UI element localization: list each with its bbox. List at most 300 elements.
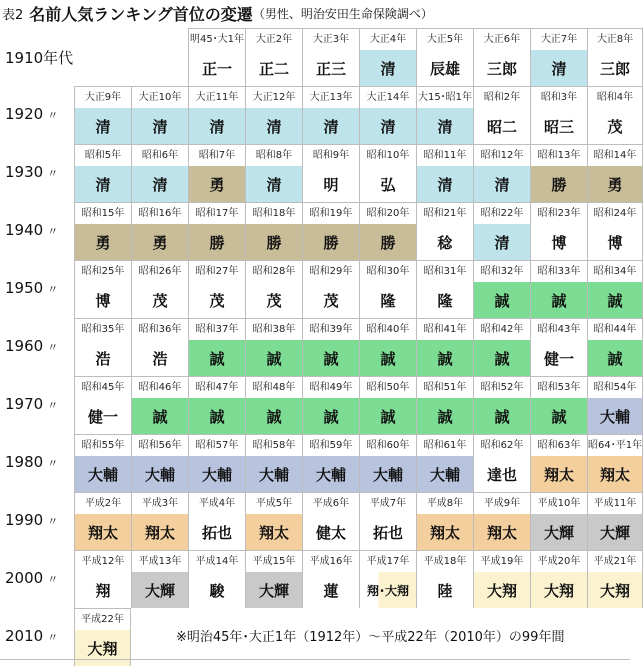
- era-year: 昭和59年: [303, 435, 359, 457]
- year-cell: [359, 376, 416, 434]
- year-cell: [188, 550, 245, 608]
- era-year: 昭和14年: [588, 145, 642, 167]
- top-name: 清: [417, 108, 473, 144]
- year-cell: [245, 260, 302, 318]
- year-cell: [131, 550, 188, 608]
- top-name: 稔: [417, 224, 473, 260]
- era-year: 平成10年: [531, 493, 587, 515]
- decade-label: 1930: [5, 163, 44, 181]
- top-name: 清: [360, 108, 416, 144]
- era-year: 平成5年: [246, 493, 302, 515]
- top-name: 勝: [360, 224, 416, 260]
- top-name: 誠: [189, 340, 245, 376]
- top-name: 辰雄: [417, 50, 473, 86]
- era-year: 平成2年: [75, 493, 131, 515]
- year-cell: [74, 434, 131, 492]
- era-year: 昭和58年: [246, 435, 302, 457]
- decade-label: 2000: [5, 569, 44, 587]
- era-year: 昭和18年: [246, 203, 302, 225]
- top-name: 清: [303, 108, 359, 144]
- top-name: 三郎: [588, 50, 642, 86]
- top-name: 誠: [474, 398, 530, 434]
- year-cell: [359, 28, 416, 86]
- year-cell: [530, 86, 587, 144]
- era-year: 平成11年: [588, 493, 642, 515]
- top-name: 誠: [588, 340, 642, 376]
- ditto-mark: 〃: [47, 109, 59, 122]
- era-year: 昭和41年: [417, 319, 473, 341]
- year-cell: [473, 492, 530, 550]
- era-year: 昭和13年: [531, 145, 587, 167]
- era-year: 昭和52年: [474, 377, 530, 399]
- year-cell: [302, 28, 359, 86]
- top-name: 正二: [246, 50, 302, 86]
- top-name: 大翔: [75, 630, 130, 666]
- top-name: 大輔: [588, 398, 642, 434]
- year-cell: [416, 86, 473, 144]
- year-cell: [74, 202, 131, 260]
- era-year: 大正5年: [417, 29, 473, 51]
- year-cell: [245, 492, 302, 550]
- year-cell: [302, 318, 359, 376]
- era-year: 昭和62年: [474, 435, 530, 457]
- year-cell: [416, 260, 473, 318]
- table-number: 表2: [2, 8, 24, 23]
- era-year: 昭和6年: [132, 145, 188, 167]
- era-year: 昭和47年: [189, 377, 245, 399]
- top-name: 大輔: [189, 456, 245, 492]
- era-year: 平成9年: [474, 493, 530, 515]
- era-year: 昭和17年: [189, 203, 245, 225]
- era-year: 昭和50年: [360, 377, 416, 399]
- era-year: 昭和49年: [303, 377, 359, 399]
- decade-label: 1950: [5, 279, 44, 297]
- year-cell: [245, 376, 302, 434]
- year-cell: [302, 86, 359, 144]
- era-year: 昭和25年: [75, 261, 131, 283]
- row-label: [5, 337, 58, 355]
- top-name: 大輝: [588, 514, 642, 550]
- year-cell: [416, 550, 473, 608]
- era-year: 平成6年: [303, 493, 359, 515]
- top-name: 正一: [189, 50, 245, 86]
- top-name: 大翔: [531, 572, 587, 608]
- era-year: 昭和30年: [360, 261, 416, 283]
- top-name: 勇: [75, 224, 131, 260]
- top-name: 茂: [303, 282, 359, 318]
- era-year: 昭和37年: [189, 319, 245, 341]
- era-year: 昭和35年: [75, 319, 131, 341]
- top-name: 清: [189, 108, 245, 144]
- top-name: 清: [417, 166, 473, 202]
- year-cell: [188, 86, 245, 144]
- era-year: 大15･昭1年: [417, 87, 473, 109]
- top-name: 茂: [132, 282, 188, 318]
- year-cell: [188, 318, 245, 376]
- era-year: 大正2年: [246, 29, 302, 51]
- year-cell: [530, 144, 587, 202]
- year-cell: [131, 376, 188, 434]
- year-cell: [74, 492, 131, 550]
- era-year: 昭和19年: [303, 203, 359, 225]
- era-year: 昭和39年: [303, 319, 359, 341]
- era-year: 昭和38年: [246, 319, 302, 341]
- era-year: 昭和36年: [132, 319, 188, 341]
- top-name: 誠: [417, 398, 473, 434]
- decade-label: 1990: [5, 511, 44, 529]
- top-name: 清: [75, 108, 131, 144]
- top-name: 浩: [132, 340, 188, 376]
- era-year: 昭和2年: [474, 87, 530, 109]
- era-year: 平成7年: [360, 493, 416, 515]
- top-name: 翔太: [75, 514, 131, 550]
- year-cell: [587, 144, 643, 202]
- era-year: 昭和5年: [75, 145, 131, 167]
- decade-label: 1910年代: [5, 49, 74, 67]
- year-cell: [302, 144, 359, 202]
- era-year: 昭和51年: [417, 377, 473, 399]
- year-cell: [416, 28, 473, 86]
- top-name: 勇: [189, 166, 245, 202]
- era-year: 平成20年: [531, 551, 587, 573]
- row-label: [5, 221, 58, 239]
- top-name: 清: [246, 108, 302, 144]
- era-year: 大正8年: [588, 29, 642, 51]
- year-cell: [416, 376, 473, 434]
- top-name: 清: [531, 50, 587, 86]
- top-name: 誠: [303, 340, 359, 376]
- top-name: 明: [303, 166, 359, 202]
- era-year: 平成14年: [189, 551, 245, 573]
- era-year: 大正6年: [474, 29, 530, 51]
- era-year: 平成16年: [303, 551, 359, 573]
- era-year: 大正7年: [531, 29, 587, 51]
- year-cell: [131, 492, 188, 550]
- row-label: [5, 569, 58, 587]
- top-name: 駿: [189, 572, 245, 608]
- era-year: 大正9年: [75, 87, 131, 109]
- year-cell: [74, 318, 131, 376]
- year-cell: [473, 202, 530, 260]
- ditto-mark: 〃: [47, 341, 59, 354]
- era-year: 昭和28年: [246, 261, 302, 283]
- year-cell: [473, 550, 530, 608]
- year-cell: [131, 318, 188, 376]
- year-cell: [587, 202, 643, 260]
- era-year: 昭和44年: [588, 319, 642, 341]
- era-year: 昭和63年: [531, 435, 587, 457]
- year-cell: [359, 318, 416, 376]
- decade-label: 1960: [5, 337, 44, 355]
- year-cell: [587, 550, 643, 608]
- top-name: 大輔: [132, 456, 188, 492]
- year-cell: [416, 492, 473, 550]
- row-label: [5, 453, 58, 471]
- top-name: 誠: [132, 398, 188, 434]
- year-cell: [245, 144, 302, 202]
- row-label: [5, 105, 58, 123]
- era-year: 昭和53年: [531, 377, 587, 399]
- top-name: 誠: [417, 340, 473, 376]
- ditto-mark: 〃: [47, 515, 59, 528]
- top-name: 翔太: [246, 514, 302, 550]
- top-name: 大輔: [417, 456, 473, 492]
- year-cell: [302, 376, 359, 434]
- top-name: 大輝: [531, 514, 587, 550]
- year-cell: [302, 260, 359, 318]
- top-name: 茂: [246, 282, 302, 318]
- year-cell: [188, 434, 245, 492]
- year-cell: [359, 260, 416, 318]
- title-source: （男性、明治安田生命保険調べ）: [252, 7, 433, 21]
- row-label: [5, 395, 58, 413]
- top-name: 清: [360, 50, 416, 86]
- year-cell: [530, 550, 587, 608]
- era-year: 昭和3年: [531, 87, 587, 109]
- era-year: 昭和21年: [417, 203, 473, 225]
- top-name: 勝: [189, 224, 245, 260]
- top-name: 隆: [417, 282, 473, 318]
- row-label: [5, 627, 58, 645]
- top-name: 大輔: [360, 456, 416, 492]
- era-year: 昭和60年: [360, 435, 416, 457]
- top-name: 弘: [360, 166, 416, 202]
- top-name: 大輔: [246, 456, 302, 492]
- era-year: 昭和10年: [360, 145, 416, 167]
- year-cell: [587, 492, 643, 550]
- year-cell: [473, 260, 530, 318]
- era-year: 昭和15年: [75, 203, 131, 225]
- year-cell: [131, 144, 188, 202]
- top-name: 健一: [75, 398, 131, 434]
- era-year: 昭和54年: [588, 377, 642, 399]
- year-cell: [245, 28, 302, 86]
- top-name: 誠: [531, 398, 587, 434]
- top-name: 清: [75, 166, 131, 202]
- era-year: 平成19年: [474, 551, 530, 573]
- ditto-mark: 〃: [47, 631, 59, 644]
- era-year: 昭和46年: [132, 377, 188, 399]
- era-year: 平成17年: [360, 551, 416, 573]
- decade-label: 1970: [5, 395, 44, 413]
- top-name: 博: [75, 282, 131, 318]
- year-cell: [359, 550, 416, 608]
- year-cell: [74, 144, 131, 202]
- top-name: 大輝: [132, 572, 188, 608]
- era-year: 昭和40年: [360, 319, 416, 341]
- era-year: 大正12年: [246, 87, 302, 109]
- top-name: 陸: [417, 572, 473, 608]
- top-name: 清: [474, 166, 530, 202]
- era-year: 平成13年: [132, 551, 188, 573]
- era-year: 昭和23年: [531, 203, 587, 225]
- era-year: 昭和31年: [417, 261, 473, 283]
- era-year: 昭和4年: [588, 87, 642, 109]
- top-name: 誠: [531, 282, 587, 318]
- era-year: 平成12年: [75, 551, 131, 573]
- year-cell: [587, 28, 643, 86]
- year-cell: [302, 202, 359, 260]
- row-label: [5, 47, 73, 68]
- year-cell: [245, 434, 302, 492]
- year-cell: [416, 318, 473, 376]
- top-name: 清: [132, 108, 188, 144]
- top-name: 三郎: [474, 50, 530, 86]
- year-cell: [416, 434, 473, 492]
- year-cell: [587, 318, 643, 376]
- era-year: 昭64･平1年: [588, 435, 642, 457]
- year-cell: [302, 550, 359, 608]
- year-cell: [416, 202, 473, 260]
- year-cell: [188, 144, 245, 202]
- year-cell: [473, 86, 530, 144]
- era-year: 昭和27年: [189, 261, 245, 283]
- top-name: 大輝: [246, 572, 302, 608]
- row-label: [5, 279, 58, 297]
- top-name: 翔太: [588, 456, 642, 492]
- year-cell: [473, 376, 530, 434]
- era-year: 昭和29年: [303, 261, 359, 283]
- top-name: 大翔: [474, 572, 530, 608]
- year-cell: [587, 86, 643, 144]
- top-name: 蓮: [303, 572, 359, 608]
- era-year: 昭和33年: [531, 261, 587, 283]
- decade-label: 1920: [5, 105, 44, 123]
- year-cell: [188, 202, 245, 260]
- decade-label: 2010: [5, 627, 44, 645]
- top-name: 健太: [303, 514, 359, 550]
- era-year: 大正13年: [303, 87, 359, 109]
- era-year: 平成8年: [417, 493, 473, 515]
- top-name: 誠: [189, 398, 245, 434]
- top-name: 達也: [474, 456, 530, 492]
- top-name: 清: [474, 224, 530, 260]
- year-cell: [473, 28, 530, 86]
- year-cell: [245, 550, 302, 608]
- year-cell: [131, 202, 188, 260]
- era-year: 昭和7年: [189, 145, 245, 167]
- top-name: 浩: [75, 340, 131, 376]
- top-name: 翔太: [132, 514, 188, 550]
- year-cell: [530, 434, 587, 492]
- era-year: 昭和24年: [588, 203, 642, 225]
- year-cell: [473, 144, 530, 202]
- top-name: 茂: [588, 108, 642, 144]
- top-name: 昭三: [531, 108, 587, 144]
- era-year: 平成21年: [588, 551, 642, 573]
- top-name: 翔: [75, 572, 131, 608]
- era-year: 明45･大1年: [189, 29, 245, 51]
- top-name: 勇: [588, 166, 642, 202]
- bottom-border: [0, 659, 630, 660]
- year-cell: [245, 318, 302, 376]
- top-name: 拓也: [189, 514, 245, 550]
- decade-label: 1980: [5, 453, 44, 471]
- top-name: 誠: [360, 398, 416, 434]
- year-cell: [302, 492, 359, 550]
- year-cell: [302, 434, 359, 492]
- year-cell: [530, 28, 587, 86]
- row-label: [5, 511, 58, 529]
- year-cell: [131, 86, 188, 144]
- top-name: 誠: [588, 282, 642, 318]
- year-cell: [188, 28, 245, 86]
- year-cell: [74, 608, 131, 666]
- top-name: 勝: [531, 166, 587, 202]
- top-name: 昭二: [474, 108, 530, 144]
- year-cell: [74, 550, 131, 608]
- year-cell: [245, 86, 302, 144]
- top-name: 博: [588, 224, 642, 260]
- era-year: 平成18年: [417, 551, 473, 573]
- era-year: 昭和8年: [246, 145, 302, 167]
- era-year: 平成3年: [132, 493, 188, 515]
- era-year: 昭和48年: [246, 377, 302, 399]
- era-year: 大正10年: [132, 87, 188, 109]
- era-year: 昭和42年: [474, 319, 530, 341]
- era-year: 昭和45年: [75, 377, 131, 399]
- era-year: 昭和11年: [417, 145, 473, 167]
- ditto-mark: 〃: [47, 399, 59, 412]
- era-year: 平成22年: [75, 609, 130, 631]
- year-cell: [359, 492, 416, 550]
- decade-label: 1940: [5, 221, 44, 239]
- year-cell: [359, 144, 416, 202]
- era-year: 昭和16年: [132, 203, 188, 225]
- year-cell: [188, 260, 245, 318]
- top-name: 博: [531, 224, 587, 260]
- top-name: 健一: [531, 340, 587, 376]
- year-cell: [359, 434, 416, 492]
- ditto-mark: 〃: [47, 283, 59, 296]
- era-year: 昭和20年: [360, 203, 416, 225]
- top-name: 大翔: [588, 572, 642, 608]
- year-cell: [131, 434, 188, 492]
- era-year: 平成15年: [246, 551, 302, 573]
- year-cell: [473, 434, 530, 492]
- top-name: 拓也: [360, 514, 416, 550]
- top-name: 勇: [132, 224, 188, 260]
- year-cell: [530, 376, 587, 434]
- era-year: 昭和61年: [417, 435, 473, 457]
- top-name: 正三: [303, 50, 359, 86]
- year-cell: [74, 376, 131, 434]
- top-name: 大輔: [75, 456, 131, 492]
- year-cell: [416, 144, 473, 202]
- era-year: 昭和32年: [474, 261, 530, 283]
- year-cell: [74, 86, 131, 144]
- era-year: 昭和55年: [75, 435, 131, 457]
- era-year: 平成4年: [189, 493, 245, 515]
- title-main: 名前人気ランキング首位の変遷: [29, 5, 253, 24]
- ditto-mark: 〃: [47, 225, 59, 238]
- top-name: 誠: [303, 398, 359, 434]
- era-year: 昭和12年: [474, 145, 530, 167]
- year-cell: [587, 376, 643, 434]
- year-cell: [188, 492, 245, 550]
- year-cell: [359, 86, 416, 144]
- top-name: 翔･大翔: [360, 572, 416, 608]
- year-cell: [188, 376, 245, 434]
- era-year: 大正4年: [360, 29, 416, 51]
- top-name: 誠: [474, 340, 530, 376]
- era-year: 大正14年: [360, 87, 416, 109]
- year-cell: [473, 318, 530, 376]
- era-year: 大正11年: [189, 87, 245, 109]
- year-cell: [74, 260, 131, 318]
- top-name: 翔太: [474, 514, 530, 550]
- top-name: 清: [246, 166, 302, 202]
